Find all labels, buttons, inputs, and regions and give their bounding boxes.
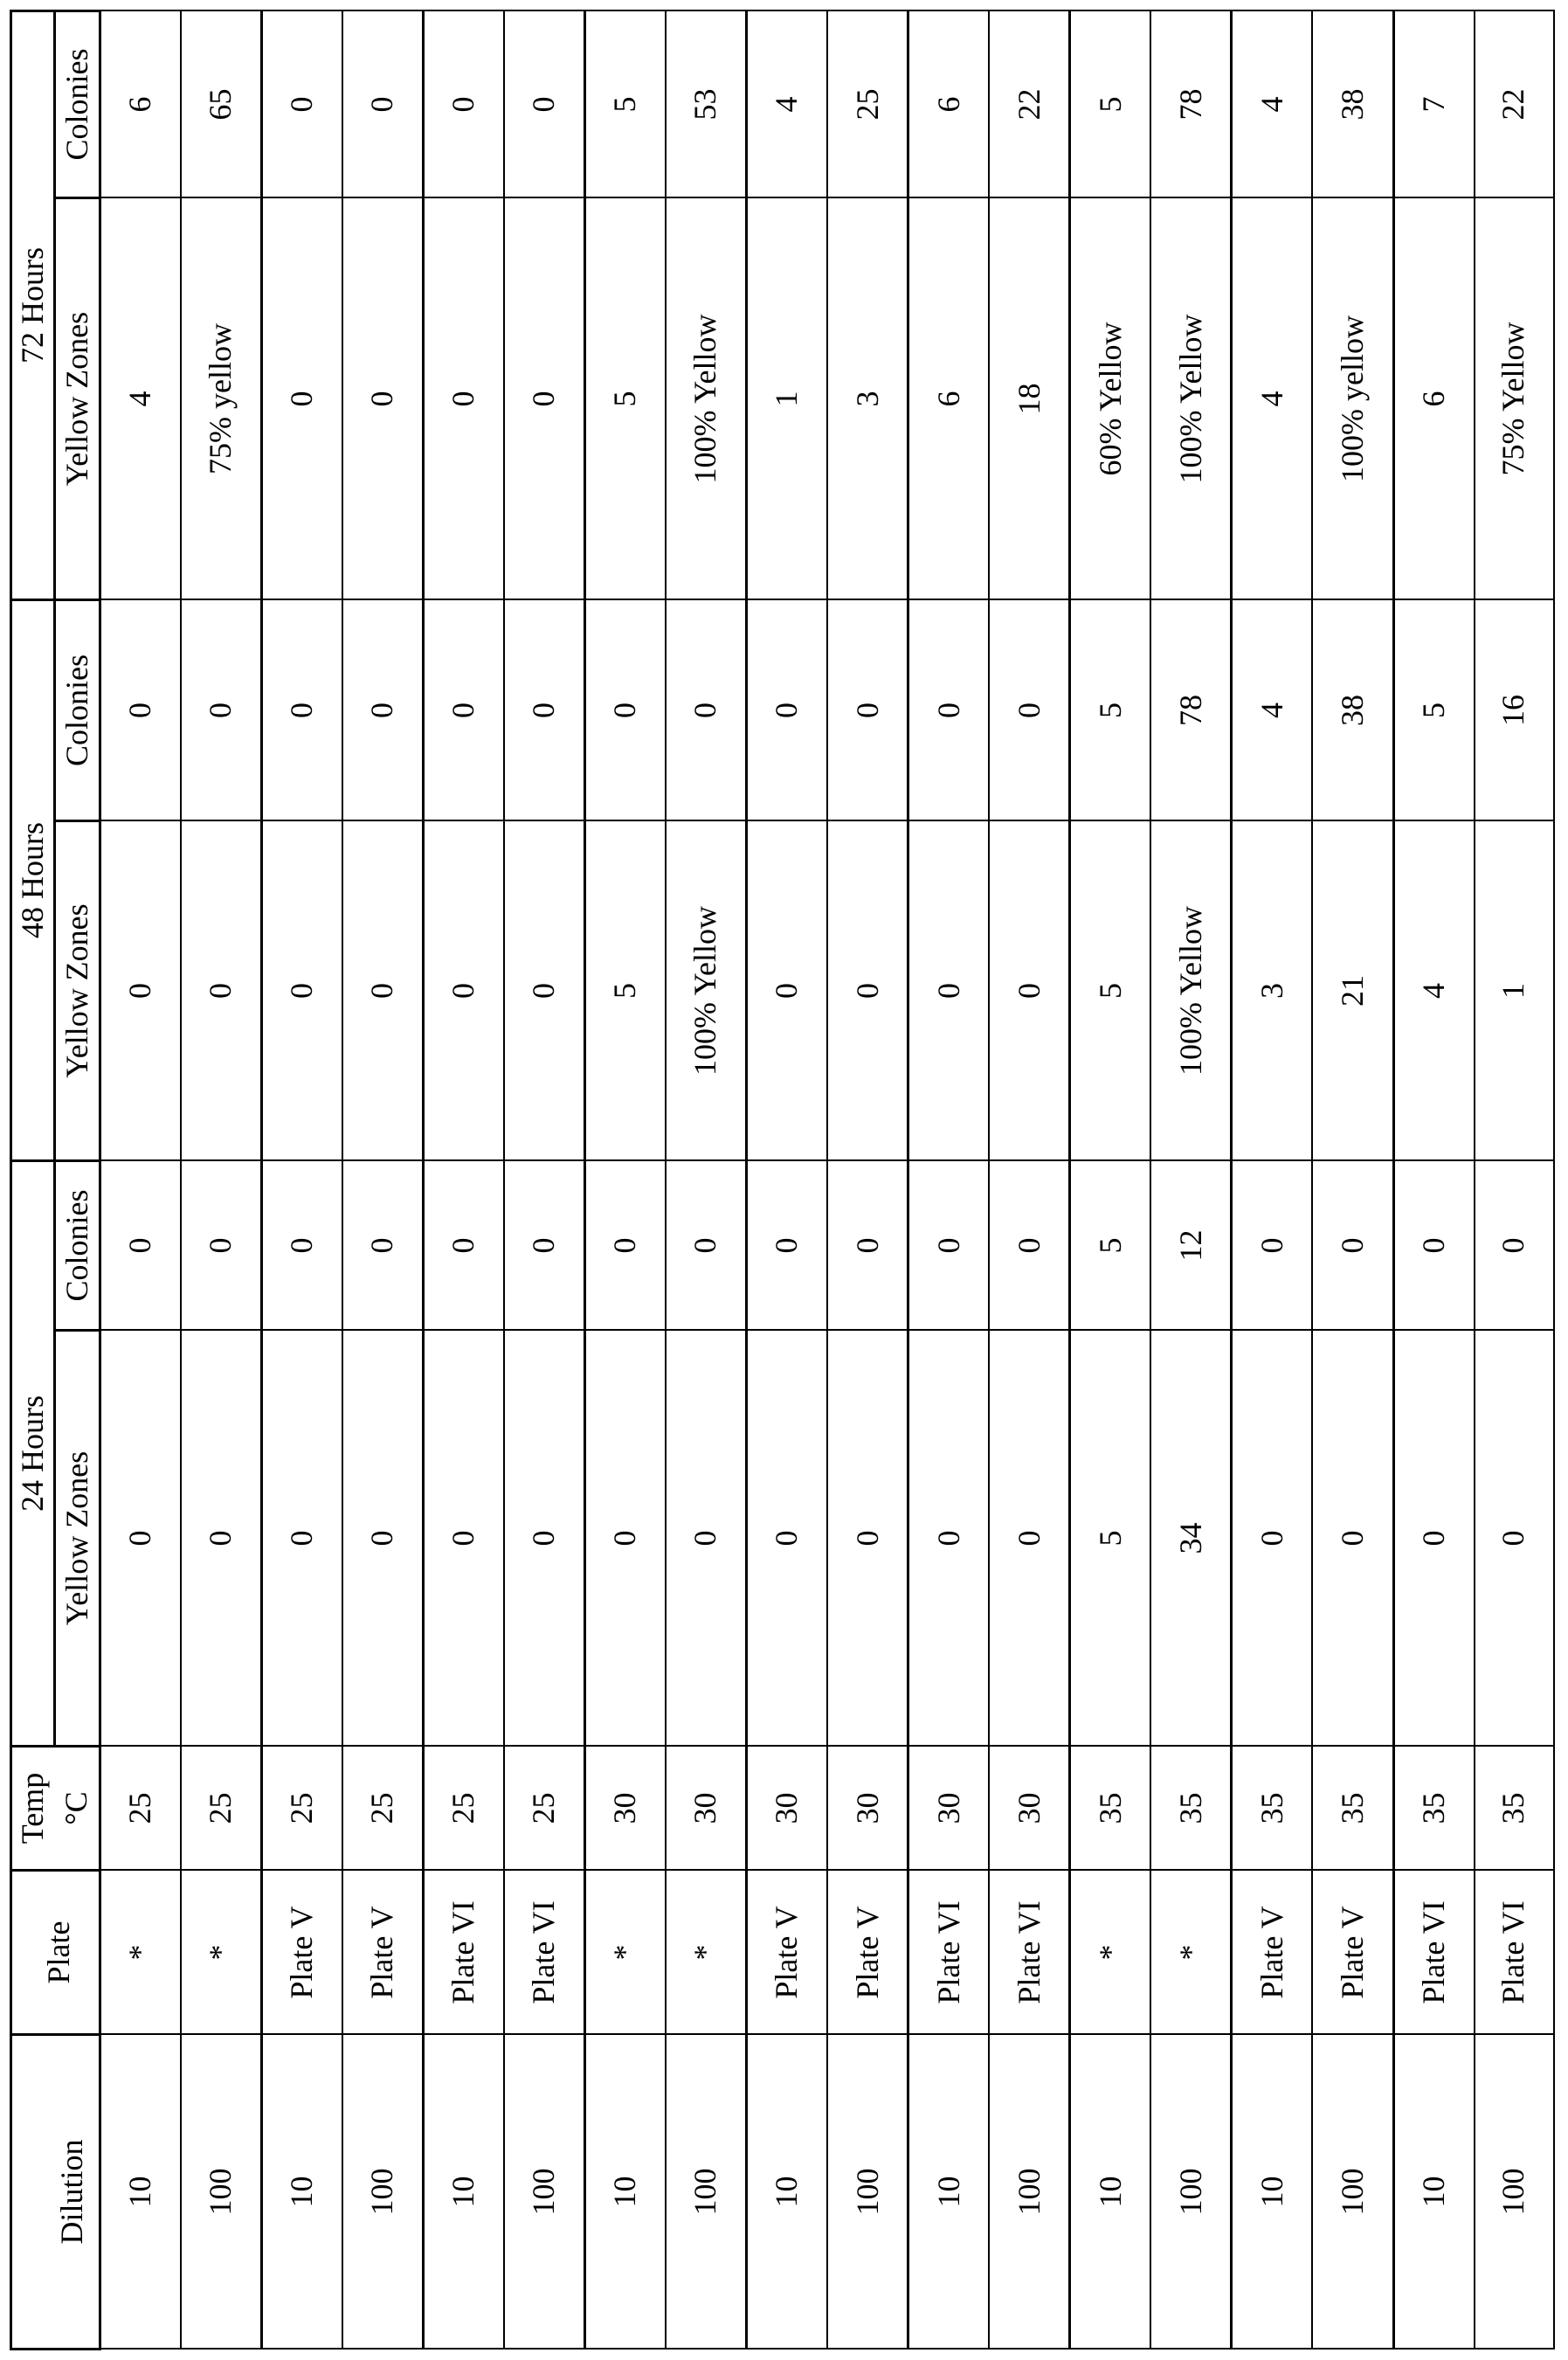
cell-48h-yellow-zones: 5 — [585, 821, 667, 1161]
cell-dilution: 100 — [342, 2035, 424, 2350]
cell-plate: Plate V — [1232, 1871, 1313, 2035]
cell-72h-colonies: 5 — [585, 11, 667, 198]
cell-temp: 30 — [585, 1747, 667, 1871]
cell-72h-yellow-zones: 4 — [1232, 198, 1313, 600]
cell-48h-yellow-zones: 100% Yellow — [1150, 821, 1232, 1161]
cell-24h-colonies: 0 — [1393, 1161, 1475, 1331]
cell-72h-yellow-zones: 100% Yellow — [666, 198, 747, 600]
table-row — [1232, 11, 1313, 2350]
cell-48h-yellow-zones: 3 — [1232, 821, 1313, 1161]
cell-24h-yellow-zones: 0 — [342, 1331, 424, 1747]
cell-48h-yellow-zones: 5 — [1070, 821, 1151, 1161]
cell-48h-colonies: 0 — [424, 600, 505, 821]
cell-dilution: 10 — [908, 2035, 990, 2350]
cell-24h-colonies: 5 — [1070, 1161, 1151, 1331]
cell-72h-colonies: 65 — [181, 11, 262, 198]
cell-plate: Plate V — [1312, 1871, 1393, 2035]
cell-48h-colonies: 16 — [1475, 600, 1554, 821]
cell-temp: 30 — [989, 1747, 1070, 1871]
cell-24h-colonies: 0 — [262, 1161, 343, 1331]
cell-dilution: 100 — [181, 2035, 262, 2350]
cell-72h-yellow-zones: 18 — [989, 198, 1070, 600]
cell-temp: 35 — [1070, 1747, 1151, 1871]
table-row — [1475, 11, 1554, 2350]
cell-72h-colonies: 7 — [1393, 11, 1475, 198]
cell-24h-colonies: 0 — [1232, 1161, 1313, 1331]
cell-temp: 25 — [100, 1747, 182, 1871]
cell-72h-yellow-zones: 75% Yellow — [1475, 198, 1554, 600]
cell-temp: 35 — [1150, 1747, 1232, 1871]
cell-24h-yellow-zones: 0 — [1475, 1331, 1554, 1747]
cell-dilution: 10 — [585, 2035, 667, 2350]
cell-24h-yellow-zones: 0 — [1232, 1331, 1313, 1747]
cell-48h-colonies: 0 — [585, 600, 667, 821]
cell-24h-yellow-zones: 5 — [1070, 1331, 1151, 1747]
header-48-colonies: Colonies — [55, 600, 100, 821]
cell-48h-colonies: 0 — [262, 600, 343, 821]
cell-72h-yellow-zones: 60% Yellow — [1070, 198, 1151, 600]
cell-temp: 35 — [1393, 1747, 1475, 1871]
cell-24h-yellow-zones: 0 — [181, 1331, 262, 1747]
table-row — [666, 11, 747, 2350]
cell-48h-colonies: 38 — [1312, 600, 1393, 821]
cell-temp: 30 — [908, 1747, 990, 1871]
cell-48h-colonies: 0 — [181, 600, 262, 821]
cell-72h-yellow-zones: 0 — [504, 198, 585, 600]
cell-72h-colonies: 0 — [424, 11, 505, 198]
cell-24h-yellow-zones: 0 — [1393, 1331, 1475, 1747]
header-temp-unit: °C — [55, 1747, 100, 1871]
cell-temp: 25 — [262, 1747, 343, 1871]
cell-24h-colonies: 0 — [827, 1161, 908, 1331]
cell-dilution: 10 — [262, 2035, 343, 2350]
cell-plate: * — [181, 1871, 262, 2035]
cell-72h-yellow-zones: 6 — [908, 198, 990, 600]
cell-plate: Plate V — [342, 1871, 424, 2035]
cell-24h-colonies: 0 — [181, 1161, 262, 1331]
cell-temp: 30 — [827, 1747, 908, 1871]
cell-24h-yellow-zones: 0 — [504, 1331, 585, 1747]
cell-24h-colonies: 0 — [424, 1161, 505, 1331]
cell-48h-yellow-zones: 0 — [262, 821, 343, 1161]
cell-24h-colonies: 0 — [585, 1161, 667, 1331]
cell-48h-colonies: 0 — [342, 600, 424, 821]
header-72-yellow-zones: Yellow Zones — [55, 198, 100, 600]
cell-dilution: 10 — [100, 2035, 182, 2350]
cell-24h-colonies: 12 — [1150, 1161, 1232, 1331]
cell-dilution: 100 — [1150, 2035, 1232, 2350]
cell-72h-yellow-zones: 75% yellow — [181, 198, 262, 600]
cell-48h-colonies: 5 — [1070, 600, 1151, 821]
cell-temp: 25 — [342, 1747, 424, 1871]
table-row — [1393, 11, 1475, 2350]
cell-24h-colonies: 0 — [989, 1161, 1070, 1331]
cell-24h-yellow-zones: 0 — [585, 1331, 667, 1747]
cell-dilution: 10 — [1070, 2035, 1151, 2350]
cell-plate: Plate VI — [1475, 1871, 1554, 2035]
table-row — [100, 11, 182, 2350]
cell-plate: * — [666, 1871, 747, 2035]
header-temp: Temp — [11, 1747, 55, 1871]
cell-plate: * — [100, 1871, 182, 2035]
table-row — [1312, 11, 1393, 2350]
cell-72h-yellow-zones: 100% yellow — [1312, 198, 1393, 600]
cell-72h-yellow-zones: 4 — [100, 198, 182, 600]
cell-48h-yellow-zones: 0 — [100, 821, 182, 1161]
cell-48h-colonies: 0 — [747, 600, 828, 821]
table-row — [747, 11, 828, 2350]
cell-24h-yellow-zones: 0 — [666, 1331, 747, 1747]
cell-72h-colonies: 0 — [342, 11, 424, 198]
cell-48h-colonies: 0 — [827, 600, 908, 821]
cell-72h-colonies: 53 — [666, 11, 747, 198]
cell-72h-colonies: 22 — [989, 11, 1070, 198]
cell-plate: * — [1070, 1871, 1151, 2035]
cell-24h-yellow-zones: 0 — [989, 1331, 1070, 1747]
cell-72h-yellow-zones: 100% Yellow — [1150, 198, 1232, 600]
cell-48h-yellow-zones: 1 — [1475, 821, 1554, 1161]
cell-48h-yellow-zones: 0 — [424, 821, 505, 1161]
table-row — [827, 11, 908, 2350]
cell-48h-colonies: 0 — [100, 600, 182, 821]
cell-plate: Plate V — [827, 1871, 908, 2035]
cell-24h-yellow-zones: 0 — [747, 1331, 828, 1747]
cell-temp: 35 — [1232, 1747, 1313, 1871]
cell-72h-colonies: 0 — [262, 11, 343, 198]
cell-24h-yellow-zones: 34 — [1150, 1331, 1232, 1747]
table-row — [181, 11, 262, 2350]
cell-dilution: 10 — [747, 2035, 828, 2350]
cell-dilution: 100 — [1312, 2035, 1393, 2350]
cell-48h-colonies: 78 — [1150, 600, 1232, 821]
cell-plate: Plate VI — [504, 1871, 585, 2035]
cell-temp: 25 — [504, 1747, 585, 1871]
table-row — [424, 11, 505, 2350]
cell-temp: 25 — [424, 1747, 505, 1871]
cell-72h-colonies: 78 — [1150, 11, 1232, 198]
cell-dilution: 100 — [504, 2035, 585, 2350]
cell-72h-yellow-zones: 1 — [747, 198, 828, 600]
cell-48h-yellow-zones: 0 — [504, 821, 585, 1161]
cell-48h-yellow-zones: 0 — [342, 821, 424, 1161]
cell-72h-colonies: 6 — [100, 11, 182, 198]
incubation-results-table — [10, 10, 1555, 2350]
cell-72h-colonies: 0 — [504, 11, 585, 198]
cell-plate: Plate VI — [424, 1871, 505, 2035]
cell-24h-yellow-zones: 0 — [262, 1331, 343, 1747]
cell-temp: 35 — [1312, 1747, 1393, 1871]
cell-dilution: 100 — [666, 2035, 747, 2350]
table-row — [1070, 11, 1151, 2350]
cell-48h-yellow-zones: 0 — [181, 821, 262, 1161]
cell-temp: 30 — [666, 1747, 747, 1871]
cell-dilution: 10 — [1232, 2035, 1313, 2350]
cell-72h-colonies: 38 — [1312, 11, 1393, 198]
table-row — [1150, 11, 1232, 2350]
cell-72h-colonies: 5 — [1070, 11, 1151, 198]
cell-plate: Plate VI — [1393, 1871, 1475, 2035]
table-row — [342, 11, 424, 2350]
cell-48h-colonies: 5 — [1393, 600, 1475, 821]
cell-72h-yellow-zones: 3 — [827, 198, 908, 600]
cell-48h-yellow-zones: 0 — [747, 821, 828, 1161]
cell-72h-colonies: 25 — [827, 11, 908, 198]
cell-plate: Plate VI — [908, 1871, 990, 2035]
cell-24h-colonies: 0 — [747, 1161, 828, 1331]
cell-24h-colonies: 0 — [100, 1161, 182, 1331]
cell-temp: 30 — [747, 1747, 828, 1871]
header-48-yellow-zones: Yellow Zones — [55, 821, 100, 1161]
cell-48h-colonies: 0 — [908, 600, 990, 821]
table-row — [908, 11, 990, 2350]
header-72-hours: 72 Hours — [11, 11, 55, 600]
cell-48h-colonies: 4 — [1232, 600, 1313, 821]
table-row — [585, 11, 667, 2350]
cell-dilution: 100 — [989, 2035, 1070, 2350]
cell-48h-yellow-zones: 0 — [989, 821, 1070, 1161]
cell-24h-yellow-zones: 0 — [908, 1331, 990, 1747]
cell-48h-yellow-zones: 100% Yellow — [666, 821, 747, 1161]
header-dilution: Dilution — [11, 2035, 100, 2350]
cell-24h-colonies: 0 — [1475, 1161, 1554, 1331]
cell-72h-colonies: 4 — [747, 11, 828, 198]
cell-dilution: 10 — [1393, 2035, 1475, 2350]
table-row — [262, 11, 343, 2350]
header-24-hours: 24 Hours — [11, 1161, 55, 1747]
cell-48h-colonies: 0 — [666, 600, 747, 821]
header-24-colonies: Colonies — [55, 1161, 100, 1331]
cell-48h-colonies: 0 — [504, 600, 585, 821]
cell-dilution: 10 — [424, 2035, 505, 2350]
cell-24h-colonies: 0 — [908, 1161, 990, 1331]
cell-dilution: 100 — [827, 2035, 908, 2350]
cell-plate: Plate VI — [989, 1871, 1070, 2035]
cell-24h-yellow-zones: 0 — [100, 1331, 182, 1747]
cell-48h-yellow-zones: 21 — [1312, 821, 1393, 1161]
cell-72h-yellow-zones: 0 — [424, 198, 505, 600]
cell-72h-yellow-zones: 5 — [585, 198, 667, 600]
cell-24h-colonies: 0 — [342, 1161, 424, 1331]
cell-72h-yellow-zones: 0 — [262, 198, 343, 600]
cell-24h-yellow-zones: 0 — [424, 1331, 505, 1747]
cell-48h-yellow-zones: 0 — [908, 821, 990, 1161]
cell-plate: Plate V — [747, 1871, 828, 2035]
table-row — [504, 11, 585, 2350]
header-24-yellow-zones: Yellow Zones — [55, 1331, 100, 1747]
table-row — [989, 11, 1070, 2350]
cell-plate: Plate V — [262, 1871, 343, 2035]
cell-plate: * — [585, 1871, 667, 2035]
cell-72h-colonies: 4 — [1232, 11, 1313, 198]
cell-temp: 35 — [1475, 1747, 1554, 1871]
cell-48h-yellow-zones: 4 — [1393, 821, 1475, 1161]
cell-dilution: 100 — [1475, 2035, 1554, 2350]
cell-24h-colonies: 0 — [504, 1161, 585, 1331]
cell-72h-colonies: 6 — [908, 11, 990, 198]
header-48-hours: 48 Hours — [11, 600, 55, 1161]
rotated-table-container — [10, 12, 1555, 2350]
cell-48h-colonies: 0 — [989, 600, 1070, 821]
cell-48h-yellow-zones: 0 — [827, 821, 908, 1161]
cell-plate: * — [1150, 1871, 1232, 2035]
cell-72h-colonies: 22 — [1475, 11, 1554, 198]
header-plate: Plate — [11, 1871, 100, 2035]
cell-72h-yellow-zones: 6 — [1393, 198, 1475, 600]
cell-temp: 25 — [181, 1747, 262, 1871]
cell-24h-colonies: 0 — [666, 1161, 747, 1331]
cell-24h-colonies: 0 — [1312, 1161, 1393, 1331]
cell-24h-yellow-zones: 0 — [827, 1331, 908, 1747]
cell-24h-yellow-zones: 0 — [1312, 1331, 1393, 1747]
cell-72h-yellow-zones: 0 — [342, 198, 424, 600]
header-72-colonies: Colonies — [55, 11, 100, 198]
